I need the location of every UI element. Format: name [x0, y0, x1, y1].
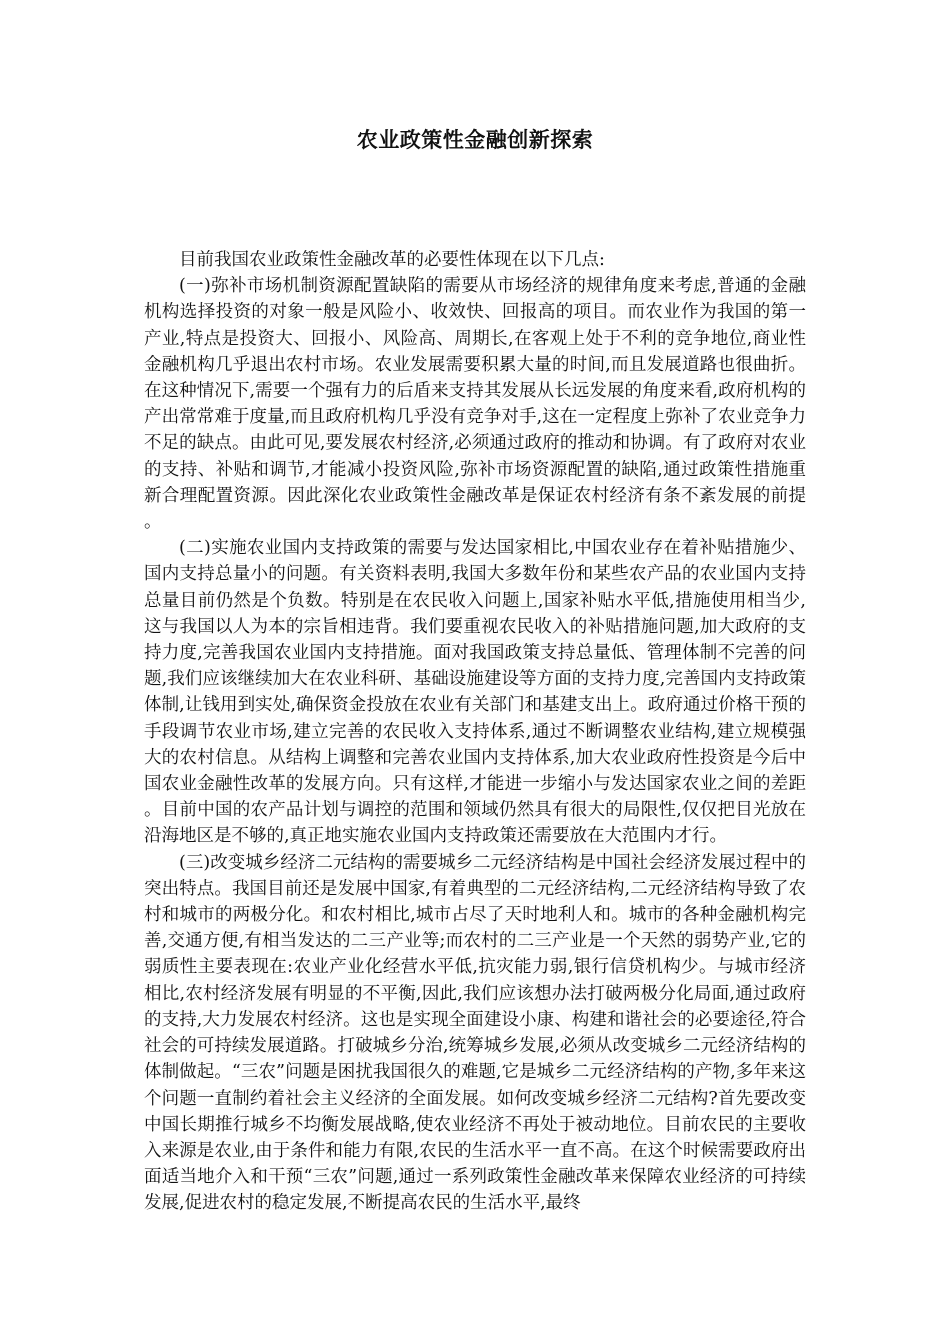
paragraph-section-2: (二)实施农业国内支持政策的需要与发达国家相比,中国农业存在着补贴措施少、国内支持总量小的问题。有关资料表明,我国大多数年份和某些农产品的农业国内支持总量目前仍然是个负数。特别是在农民收入问题上,国家补贴水平低,措施使用相当少,这与我国以人为本的宗旨相违背。我们要重视农民收入的补贴措施问题,加大政府的支持力度,完善我国农业国内支持措施。面对我国政策支持总量低、管理体制不完善的问题,我们应该继续加大在农业科研、基础设施建设等方面的支持力度,完善国内支持政策体制,让钱用到实处,确保资金投放在农业有关部门和基建支出上。政府通过价格干预的手段调节农业市场,建立完善的农民收入支持体系,通过不断调整农业结构,建立规模强大的农村信息。从结构上调整和完善农业国内支持体系,加大农业政府性投资是今后中国农业金融性改革的发展方向。只有这样,才能进一步缩小与发达国家农业之间的差距。目前中国的农产品计划与调控的范围和领域仍然具有很大的局限性,仅仅把目光放在沿海地区是不够的,真正地实施农业国内支持政策还需要放在大范围内才行。: [144, 538, 806, 847]
paragraph-intro: 目前我国农业政策性金融改革的必要性体现在以下几点:: [179, 250, 605, 270]
paragraph-section-1: (一)弥补市场机制资源配置缺陷的需要从市场经济的规律角度来考虑,普通的金融机构选择投资的对象一般是风险小、收效快、回报高的项目。而农业作为我国的第一产业,特点是投资大、回报小、风险高、周期长,在客观上处于不利的竞争地位,商业性金融机构几乎退出农村市场。农业发展需要积累大量的时间,而且发展道路也很曲折。在这种情况下,需要一个强有力的后盾来支持其发展从长远发展的角度来看,政府机构的产出常常难于度量,而且政府机构几乎没有竞争对手,这在一定程度上弥补了农业竞争力不足的缺点。由此可见,要发展农村经济,必须通过政府的推动和协调。有了政府对农业的支持、补贴和调节,才能减小投资风险,弥补市场资源配置的缺陷,通过政策性措施重新合理配置资源。因此深化农业政策性金融改革是保证农村经济有条不紊发展的前提。: [144, 276, 806, 533]
paragraph-section-3: (三)改变城乡经济二元结构的需要城乡二元经济结构是中国社会经济发展过程中的突出特点。我国目前还是发展中国家,有着典型的二元经济结构,二元经济结构导致了农村和城市的两极分化。和农村相比,城市占尽了天时地利人和。城市的各种金融机构完善,交通方便,有相当发达的二三产业等;而农村的二三产业是一个天然的弱势产业,它的弱质性主要表现在:农业产业化经营水平低,抗灾能力弱,银行信贷机构少。与城市经济相比,农村经济发展有明显的不平衡,因此,我们应该想办法打破两极分化局面,通过政府的支持,大力发展农村经济。这也是实现全面建设小康、构建和谐社会的必要途径,符合社会的可持续发展道路。打破城乡分治,统筹城乡发展,必须从改变城乡二元经济结构的体制做起。“三农”问题是困扰我国很久的难题,它是城乡二元经济结构的产物,多年来这个问题一直制约着社会主义经济的全面发展。如何改变城乡经济二元结构?首先要改变中国长期推行城乡不均衡发展战略,使农业经济不再处于被动地位。目前农民的主要收入来源是农业,由于条件和能力有限,农民的生活水平一直不高。在这个时候需要政府出面适当地介入和干预“三农”问题,通过一系列政策性金融改革来保障农业经济的可持续发展,促进农村的稳定发展,不断提高农民的生活水平,最终: [144, 852, 806, 1214]
document-body: [144, 247, 806, 1217]
document-title: 农业政策性金融创新探索: [356, 127, 594, 152]
